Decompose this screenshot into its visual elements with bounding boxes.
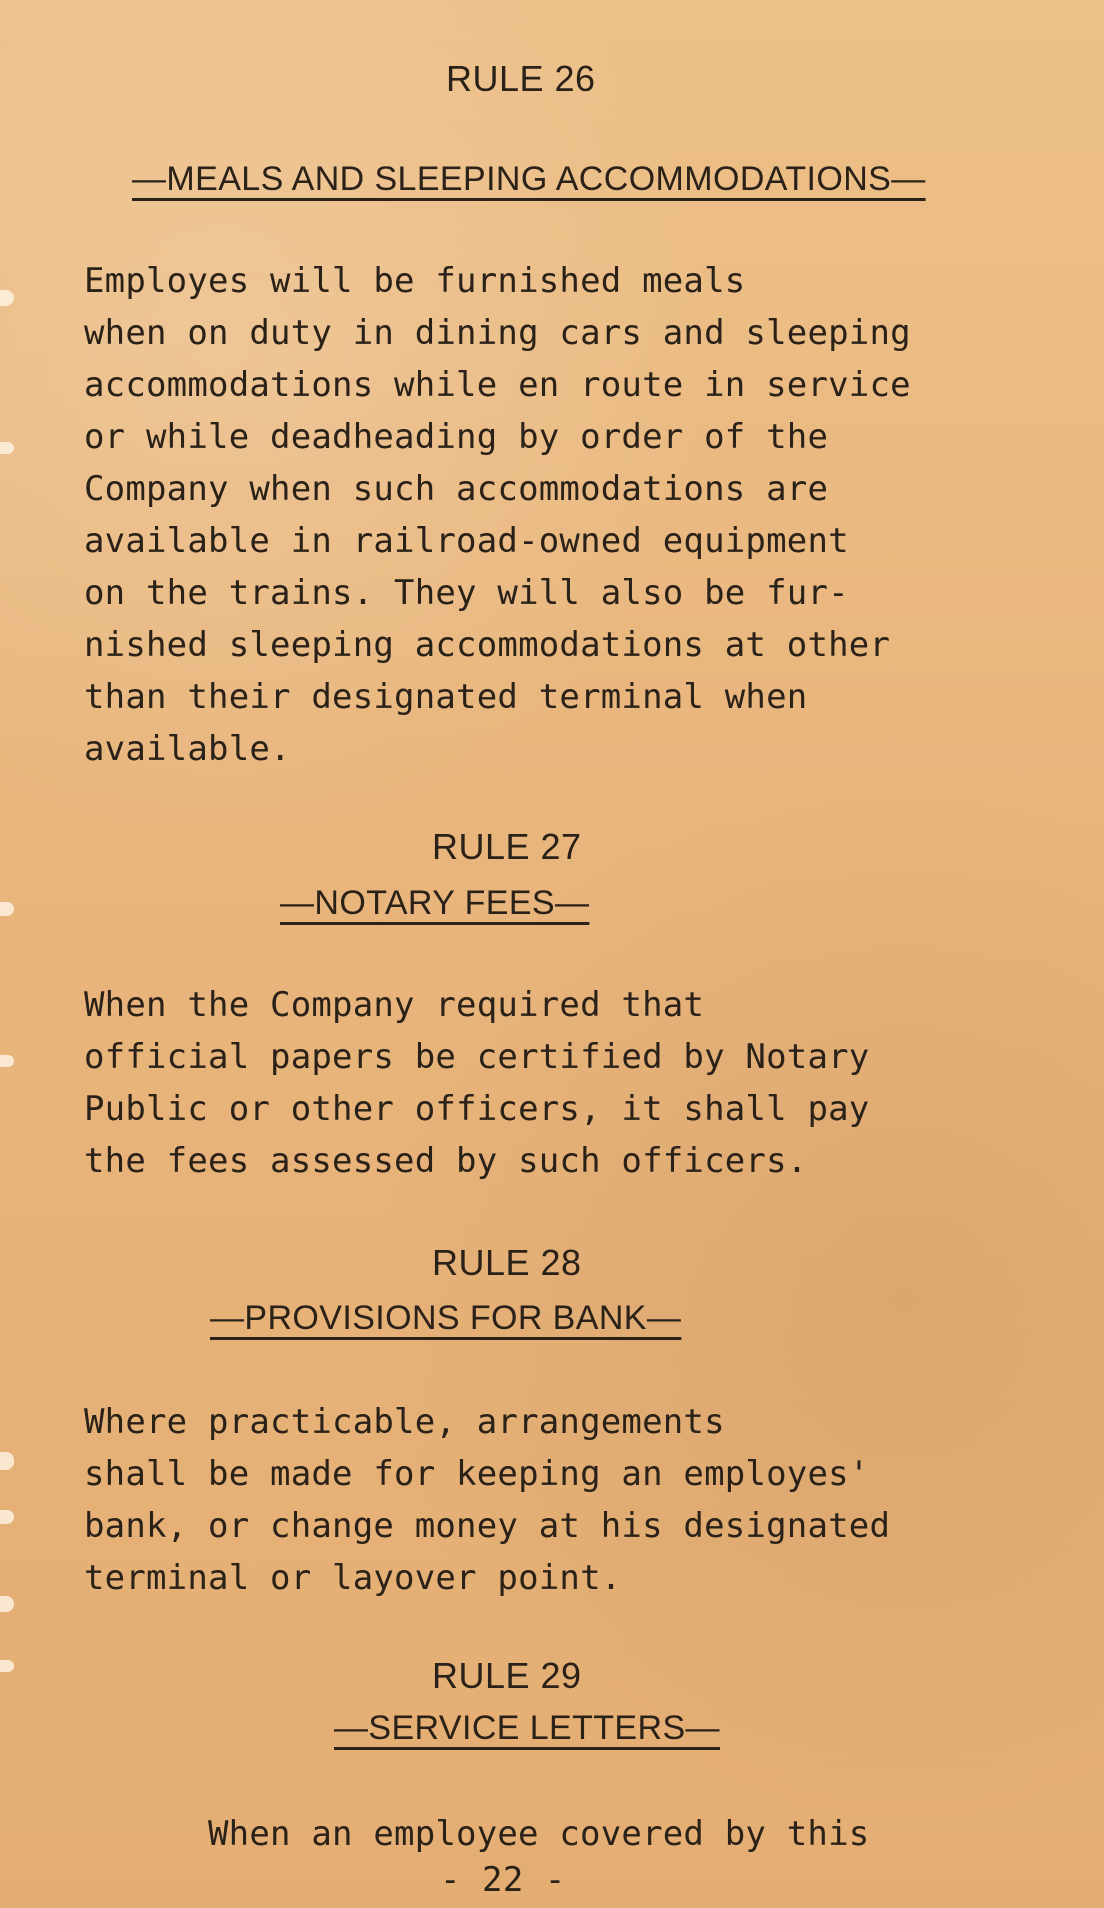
rule-29-title: RULE 29 <box>432 1655 582 1696</box>
rule-27-body: When the Company required that official papers be certified by Notary Public or other officers, it shall pay the fees assessed by such officers. <box>84 985 870 1181</box>
rule-28-body: Where practicable, arrangements shall be made for keeping an employes' bank, or change money at his designated terminal or layover point. <box>84 1402 891 1598</box>
torn-edge-mark <box>0 442 14 454</box>
torn-edge-mark <box>0 1510 14 1524</box>
rule-26-body: Employes will be furnished meals when on duty in dining cars and sleeping accommodations while en route in service or while deadheading by order of the Company when such accommodations are available in railroad-owned equipment on the trains. They will also be fur- nished sleeping accommodations at other than their designated terminal when available. <box>84 261 911 769</box>
torn-edge-mark <box>0 1596 14 1612</box>
rule-29-body: When an employee covered by this <box>208 1814 870 1854</box>
rule-26-subtitle: —MEALS AND SLEEPING ACCOMMODATIONS— <box>132 160 926 198</box>
torn-edge-mark <box>0 1055 14 1067</box>
rule-28-title: RULE 28 <box>432 1242 582 1283</box>
torn-edge-mark <box>0 1452 14 1470</box>
page-number: - 22 - <box>440 1860 566 1900</box>
torn-edge-mark <box>0 290 14 306</box>
rule-28-subtitle: —PROVISIONS FOR BANK— <box>210 1299 682 1337</box>
rule-27-title: RULE 27 <box>432 826 582 867</box>
rule-29-subtitle: —SERVICE LETTERS— <box>334 1709 720 1747</box>
rule-27-subtitle: —NOTARY FEES— <box>280 884 590 922</box>
torn-edge-mark <box>0 1660 14 1672</box>
torn-edge-mark <box>0 902 14 916</box>
rule-26-title: RULE 26 <box>446 58 596 99</box>
